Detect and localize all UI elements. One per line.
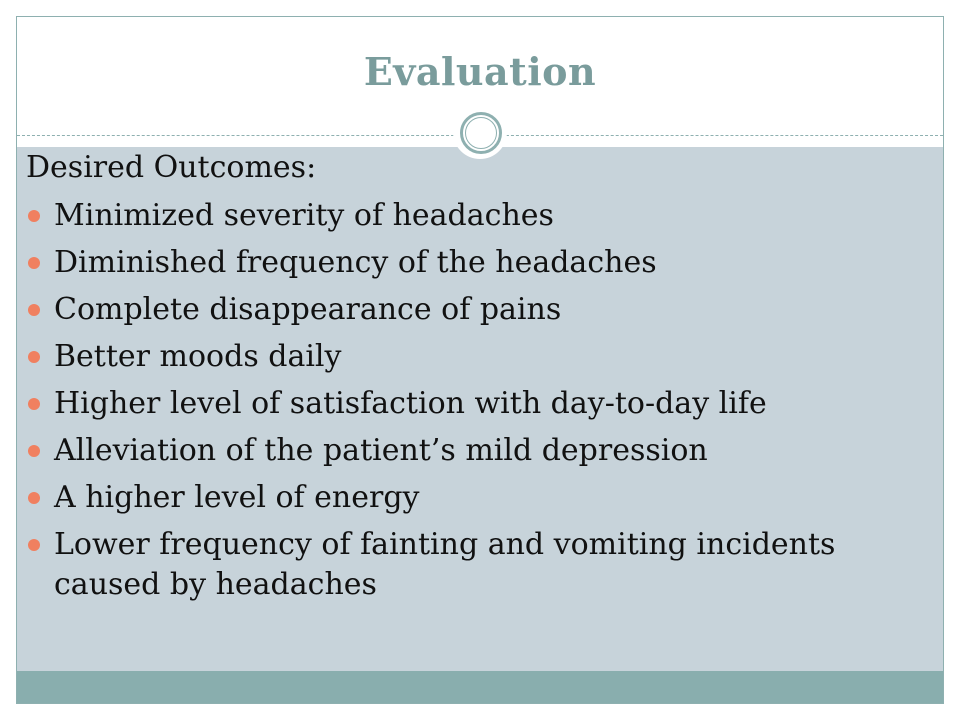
outcomes-list [26,196,906,612]
outcome-text: Diminished frequency of the headaches [54,245,657,280]
slide-title: Evaluation [363,49,597,94]
bullet-icon [28,445,40,457]
outcome-item [26,431,906,471]
outcome-item [26,290,906,330]
outcome-item [26,196,906,236]
outcome-item [26,243,906,283]
bullet-icon [28,210,40,222]
bullet-icon [28,398,40,410]
outcome-item [26,337,906,377]
bullet-icon [28,257,40,269]
divider-circle-inner [465,117,497,149]
outcomes-intro: Desired Outcomes: [26,150,317,185]
bullet-icon [28,304,40,316]
outcome-text: Alleviation of the patient’s mild depression [54,433,708,468]
outcome-text: Minimized severity of headaches [54,198,554,233]
outcome-item [26,478,906,518]
outcome-item [26,384,906,424]
bullet-icon [28,492,40,504]
outcome-text: A higher level of energy [54,480,420,515]
bullet-icon [28,351,40,363]
bullet-icon [28,539,40,551]
outcome-text: Lower frequency of fainting and vomiting incidents caused by headaches [54,527,836,602]
outcome-item [26,525,906,605]
outcome-text: Complete disappearance of pains [54,292,562,327]
outcome-text: Better moods daily [54,339,342,374]
outcome-text: Higher level of satisfaction with day-to-day life [54,386,767,421]
footer-bar [17,671,943,703]
